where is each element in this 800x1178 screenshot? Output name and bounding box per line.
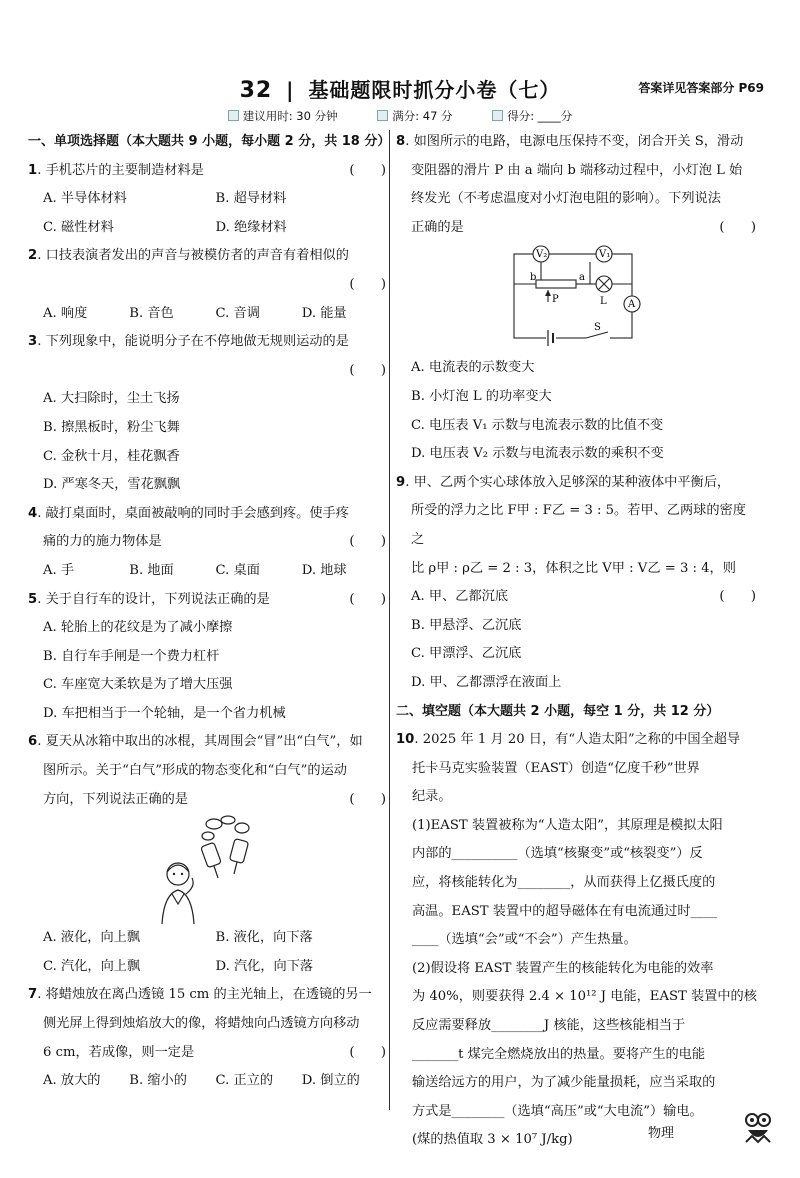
title-separator: | [286,78,295,102]
q7-option-a[interactable]: A. 放大的 [43,1073,101,1089]
q8-stem-1: . 如图所示的电路，电源电压保持不变，闭合开关 S，滑动 [405,134,744,149]
answer-reference: 答案详见答案部分 P69 [638,81,764,95]
question-8 [396,128,758,469]
q3-option-d[interactable]: D. 严寒冬天，雪花飘飘 [43,477,181,493]
page-footer [648,1122,674,1141]
q10-part2-line-5: 输送给远方的用户，为了减少能量损耗，应当采取的 [412,1075,716,1091]
q8-stem-4: 正确的是 [411,219,464,235]
q4-stem-2: 痛的力的施力物体是 [43,534,162,550]
terminal-b-label: b [530,272,537,284]
q6-option-c[interactable]: C. 汽化，向上飘 [43,958,141,974]
q6-option-a[interactable]: A. 液化，向上飘 [43,930,141,946]
q10-part2-line-2: 为 40%，则要获得 2.4 × 10¹² J 电能，EAST 装置中的核 [412,989,757,1005]
question-9 [396,469,758,698]
q9-answer-blank[interactable]: ( ) [719,589,756,605]
q10-line-1: . 2025 年 1 月 20 日，有“人造太阳”之称的中国全超导 [414,732,741,748]
q3-number: 3 [28,334,38,350]
q6-figure [28,814,388,924]
q3-stem: . 下列现象中，能说明分子在不停地做无规则运动的是 [37,334,349,350]
q1-stem: . 手机芯片的主要制造材料是 [37,162,204,178]
q9-option-a[interactable]: A. 甲、乙都沉底 [411,589,509,605]
q4-option-d[interactable]: D. 地球 [301,562,347,578]
q10-part2-line-3[interactable]: 反应需要释放________J 核能，这些核能相当于 [412,1018,686,1034]
paper-number: 32 [239,78,273,103]
voltmeter-v1-label: V₁ [599,249,611,261]
q8-option-b[interactable]: B. 小灯泡 L 的功率变大 [411,388,552,404]
q9-option-c[interactable]: C. 甲漂浮、乙沉底 [411,646,522,662]
q9-stem-2: 所受的浮力之比 F甲 : F乙 = 3 : 5。若甲、乙两球的密度之 [411,503,746,547]
q7-option-b[interactable]: B. 缩小的 [129,1073,187,1089]
q6-option-b[interactable]: B. 液化，向下落 [215,930,313,946]
q7-stem-3: 6 cm，若成像，则一定是 [43,1044,195,1060]
q1-option-d[interactable]: D. 绝缘材料 [215,219,287,235]
suggested-time: 建议用时: 30 分钟 [242,109,338,123]
q5-stem: . 关于自行车的设计，下列说法正确的是 [37,591,270,607]
lamp-l-label: L [600,296,607,308]
q3-option-b[interactable]: B. 擦黑板时，粉尘飞舞 [43,419,180,435]
q7-number: 7 [28,987,38,1003]
q8-stem-2: 变阻器的滑片 P 由 a 端向 b 端移动过程中，小灯泡 L 始 [411,162,743,178]
q5-option-b[interactable]: B. 自行车手闸是一个费力杠杆 [43,648,220,664]
q2-stem: . 口技表演者发出的声音与被模仿者的声音有着相似的 [37,248,349,264]
q3-answer-blank[interactable]: ( ) [349,362,386,378]
q10-line-2: 托卡马克实验装置（EAST）创造“亿度千秒”世界 [412,760,700,776]
q5-option-d[interactable]: D. 车把相当于一个轮轴，是一个省力机械 [43,705,286,721]
q7-option-c[interactable]: C. 正立的 [215,1073,274,1089]
q10-part1-line-3[interactable]: 应，将核能转化为________，从而获得上亿摄氏度的 [412,875,716,891]
question-5 [28,586,388,729]
question-10 [396,726,758,1155]
q6-option-d[interactable]: D. 汽化，向下落 [215,958,314,974]
score-icon [377,110,388,121]
switch-s-label: S [594,322,601,334]
paper-title: 基础题限时抓分小卷（七） [308,78,561,102]
question-3 [28,328,388,500]
q8-answer-blank[interactable]: ( ) [719,219,756,235]
q4-number: 4 [28,505,38,521]
q8-option-c[interactable]: C. 电压表 V₁ 示数与电流表示数的比值不变 [411,417,664,433]
q1-answer-blank[interactable]: ( ) [349,162,386,178]
q3-option-c[interactable]: C. 金秋十月，桂花飘香 [43,448,180,464]
q10-part2-line-4[interactable]: _______t 煤完全燃烧放出的热量。要将产生的电能 [412,1046,706,1062]
pen-icon [492,110,503,121]
question-1 [28,157,388,243]
circuit-diagram [396,242,758,354]
left-column [28,128,391,1096]
slider-p-label: P [552,294,559,306]
q1-option-b[interactable]: B. 超导材料 [215,191,287,207]
terminal-a-label: a [579,272,585,284]
exam-meta [0,108,800,124]
q2-option-a[interactable]: A. 响度 [43,305,88,321]
q4-stem-1: . 敲打桌面时，桌面被敲响的同时手会感到疼。使手疼 [37,505,349,521]
column-divider [389,130,390,1110]
ammeter-label: A [628,299,636,311]
right-column [396,128,758,1155]
q4-option-b[interactable]: B. 地面 [129,562,174,578]
full-score: 满分: 47 分 [392,109,453,123]
q4-option-a[interactable]: A. 手 [43,562,75,578]
q9-stem-3: 比 ρ甲 : ρ乙 = 2 : 3，体积之比 V甲 : V乙 = 3 : 4，则 [411,560,736,576]
q1-option-a[interactable]: A. 半导体材料 [43,191,127,207]
question-7 [28,981,388,1095]
q1-number: 1 [28,162,38,178]
q6-stem-3: 方向，下列说法正确的是 [43,791,189,807]
q9-option-d[interactable]: D. 甲、乙都漂浮在液面上 [411,674,562,690]
q8-option-d[interactable]: D. 电压表 V₂ 示数与电流表示数的乘积不变 [411,446,664,462]
q7-answer-blank[interactable]: ( ) [349,1044,386,1060]
q8-circuit-figure [396,242,758,354]
obtained-score: 得分: ____分 [507,109,573,123]
q5-number: 5 [28,591,38,607]
q5-answer-blank[interactable]: ( ) [349,591,386,607]
q7-option-d[interactable]: D. 倒立的 [301,1073,360,1089]
subject-label: 物理 [648,1126,675,1141]
q10-part1-line-2[interactable]: 内部的__________（选填“核聚变”或“核裂变”）反 [412,846,703,862]
question-6 [28,728,388,981]
q10-number: 10 [396,732,415,748]
q10-part1-line-1: (1)EAST 装置被称为“人造太阳”，其原理是模拟太阳 [412,817,723,833]
voltmeter-v2-label: V₂ [536,249,548,261]
q10-part2-line-6[interactable]: 方式是________（选填“高压”或“大电流”）输电。 [412,1103,703,1119]
section-2-title: 二、填空题（本大题共 2 小题，每空 1 分，共 12 分） [396,703,720,719]
q6-answer-blank[interactable]: ( ) [349,791,386,807]
q8-stem-3: 终发光（不考虑温度对小灯泡电阻的影响）。下列说法 [411,191,721,207]
q9-stem-1: . 甲、乙两个实心球体放入足够深的某种液体中平衡后， [405,474,731,490]
page-header [0,74,800,104]
q4-option-c[interactable]: C. 桌面 [215,562,260,578]
q4-answer-blank[interactable]: ( ) [349,534,386,550]
q10-part1-line-4[interactable]: 高温。EAST 装置中的超导磁体在有电流通过时____ [412,903,717,919]
q3-option-a[interactable]: A. 大扫除时，尘土飞扬 [43,391,180,407]
q9-option-b[interactable]: B. 甲悬浮、乙沉底 [411,617,522,633]
boy-eating-popsicle-figure [28,814,388,924]
q7-stem-2: 侧光屏上得到烛焰放大的像，将蜡烛向凸透镜方向移动 [43,1016,360,1032]
q2-option-c[interactable]: C. 音调 [215,305,260,321]
q6-stem-1: . 夏天从冰箱中取出的冰棍，其周围会“冒”出“白气”，如 [37,734,363,750]
q10-part2-line-1: (2)假设将 EAST 装置产生的核能转化为电能的效率 [412,960,714,976]
q5-option-c[interactable]: C. 车座宽大柔软是为了增大压强 [43,677,233,693]
q8-option-a[interactable]: A. 电流表的示数变大 [411,360,535,376]
section-1-title: 一、单项选择题（本大题共 9 小题，每小题 2 分，共 18 分） [28,134,391,149]
q8-number: 8 [396,134,406,149]
q5-option-a[interactable]: A. 轮胎上的花纹是为了减小摩擦 [43,620,233,636]
q10-part2-line-7: (煤的热值取 3 × 10⁷ J/kg) [412,1132,573,1148]
q2-option-d[interactable]: D. 能量 [301,305,347,321]
q2-answer-blank[interactable]: ( ) [349,276,386,292]
q6-stem-2: 图所示。关于“白气”形成的物态变化和“白气”的运动 [43,763,347,779]
q2-number: 2 [28,248,38,264]
q10-line-3: 纪录。 [412,789,452,805]
mascot-icon [742,1112,772,1150]
q6-number: 6 [28,734,38,750]
q2-option-b[interactable]: B. 音色 [129,305,174,321]
q10-part1-line-5[interactable]: ____（选填“会”或“不会”）产生热量。 [412,932,637,948]
question-4 [28,500,388,586]
question-2 [28,242,388,328]
q9-number: 9 [396,474,406,490]
q1-option-c[interactable]: C. 磁性材料 [43,219,114,235]
clock-icon [228,110,239,121]
q7-stem-1: . 将蜡烛放在离凸透镜 15 cm 的主光轴上，在透镜的另一 [37,987,372,1003]
